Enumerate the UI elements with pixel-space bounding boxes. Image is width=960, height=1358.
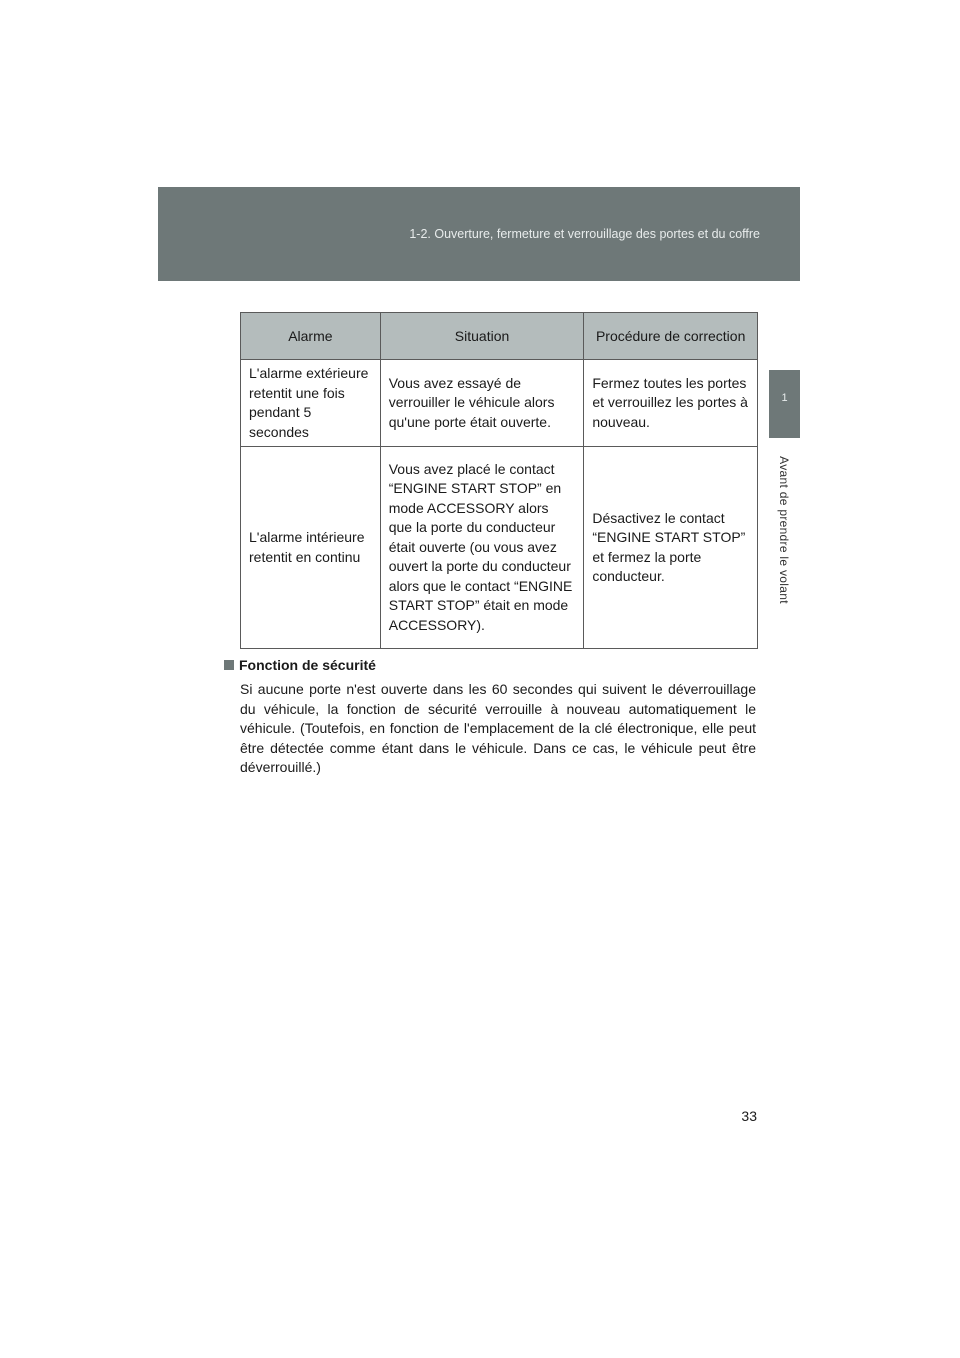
alarm-cell: L'alarme intérieure retentit en continu	[241, 447, 381, 649]
table-row	[241, 360, 758, 447]
chapter-number: 1	[781, 392, 788, 404]
situation-cell: Vous avez placé le contact “ENGINE START STOP” en mode ACCESSORY alors que la porte du conducteur était ouverte (ou vous avez ouvert la porte du conducteur alors que le contact “ENGINE START STOP” était en mode ACCESSORY).	[380, 447, 584, 649]
alarm-table	[240, 312, 758, 649]
section-title: 1-2. Ouverture, fermeture et verrouillage des portes et du coffre	[409, 227, 760, 241]
alarm-cell: L'alarme extérieure retentit une fois pendant 5 secondes	[241, 360, 381, 447]
section-heading	[224, 657, 756, 673]
chapter-title: Avant de prendre le volant	[777, 456, 791, 604]
column-header-situation: Situation	[380, 313, 584, 360]
correction-cell: Fermez toutes les portes et verrouillez les portes à nouveau.	[584, 360, 758, 447]
chapter-tab	[769, 370, 800, 438]
section-heading-text: Fonction de sécurité	[239, 657, 376, 673]
situation-cell: Vous avez essayé de verrouiller le véhicule alors qu'une porte était ouverte.	[380, 360, 584, 447]
page-number: 33	[741, 1108, 757, 1124]
square-bullet-icon	[224, 660, 234, 670]
column-header-alarm: Alarme	[241, 313, 381, 360]
header-band	[158, 187, 800, 281]
table-row	[241, 447, 758, 649]
table-header-row	[241, 313, 758, 360]
security-section	[224, 657, 756, 778]
section-body: Si aucune porte n'est ouverte dans les 60 secondes qui suivent le déverrouillage du véhicule, la fonction de sécurité verrouille à nouveau automatiquement le véhicule. (Toutefois, en fonction de l'emplacement de la clé électronique, elle peut être détectée comme étant dans le véhicule. Dans ce cas, le véhicule peut être déverrouillé.)	[240, 681, 756, 775]
column-header-correction: Procédure de correction	[584, 313, 758, 360]
correction-cell: Désactivez le contact “ENGINE START STOP” et fermez la porte conducteur.	[584, 447, 758, 649]
